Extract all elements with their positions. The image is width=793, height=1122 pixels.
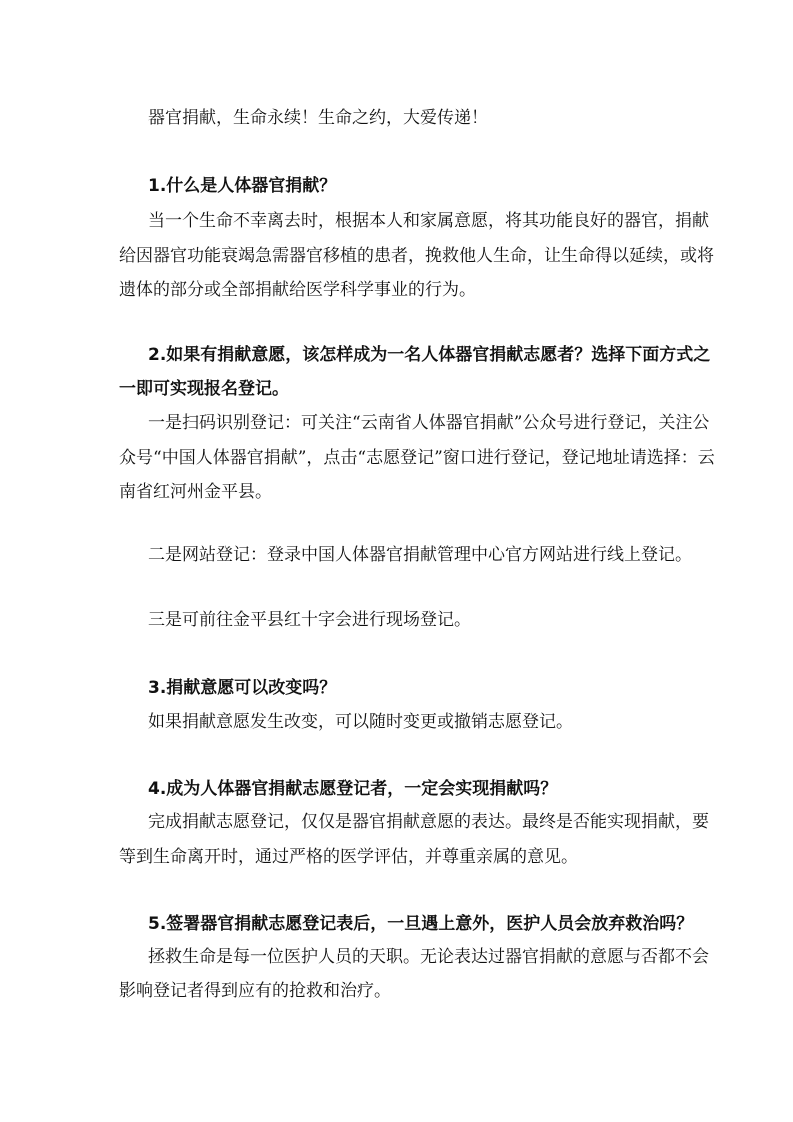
section-1-body-line-2: 给因器官功能衰竭急需器官移植的患者，挽救他人生命，让生命得以延续，或将 — [119, 246, 714, 266]
section-4-heading: 4.成为人体器官捐献志愿登记者，一定会实现捐献吗？ — [148, 779, 558, 799]
section-2-body-line-2: 众号“中国人体器官捐献”，点击“志愿登记”窗口进行登记，登记地址请选择：云 — [119, 448, 715, 468]
section-2-option-website: 二是网站登记：登录中国人体器官捐献管理中心官方网站进行线上登记。 — [148, 545, 692, 565]
section-4-body-line-2: 等到生命离开时，通过严格的医学评估，并尊重亲属的意见。 — [119, 847, 578, 867]
section-5-body-line-2: 影响登记者得到应有的抢救和治疗。 — [119, 981, 391, 1001]
section-2-heading-line-1: 2.如果有捐献意愿，该怎样成为一名人体器官捐献志愿者？选择下面方式之 — [148, 345, 711, 365]
section-2-option-onsite: 三是可前往金平县红十字会进行现场登记。 — [148, 610, 471, 630]
section-1-heading: 1.什么是人体器官捐献？ — [148, 176, 337, 196]
section-1-body-line-3: 遗体的部分或全部捐献给医学科学事业的行为。 — [119, 280, 476, 300]
section-2-body-line-3: 南省红河州金平县。 — [119, 482, 272, 502]
section-3-heading: 3.捐献意愿可以改变吗？ — [148, 678, 337, 698]
section-1-body-line-1: 当一个生命不幸离去时，根据本人和家属意愿，将其功能良好的器官，捐献 — [148, 211, 709, 231]
section-5-heading: 5.签署器官捐献志愿登记表后，一旦遇上意外，医护人员会放弃救治吗？ — [148, 914, 694, 934]
section-5-body-line-1: 拯救生命是每一位医护人员的天职。无论表达过器官捐献的意愿与否都不会 — [148, 947, 709, 967]
slogan: 器官捐献，生命永续！生命之约，大爱传递！ — [148, 108, 488, 128]
section-4-body-line-1: 完成捐献志愿登记，仅仅是器官捐献意愿的表达。最终是否能实现捐献，要 — [148, 812, 709, 832]
section-3-body-line-1: 如果捐献意愿发生改变，可以随时变更或撤销志愿登记。 — [148, 712, 573, 732]
section-2-body-line-1: 一是扫码识别登记：可关注“云南省人体器官捐献”公众号进行登记，关注公 — [148, 413, 710, 433]
section-2-heading-line-2: 一即可实现报名登记。 — [119, 379, 289, 399]
